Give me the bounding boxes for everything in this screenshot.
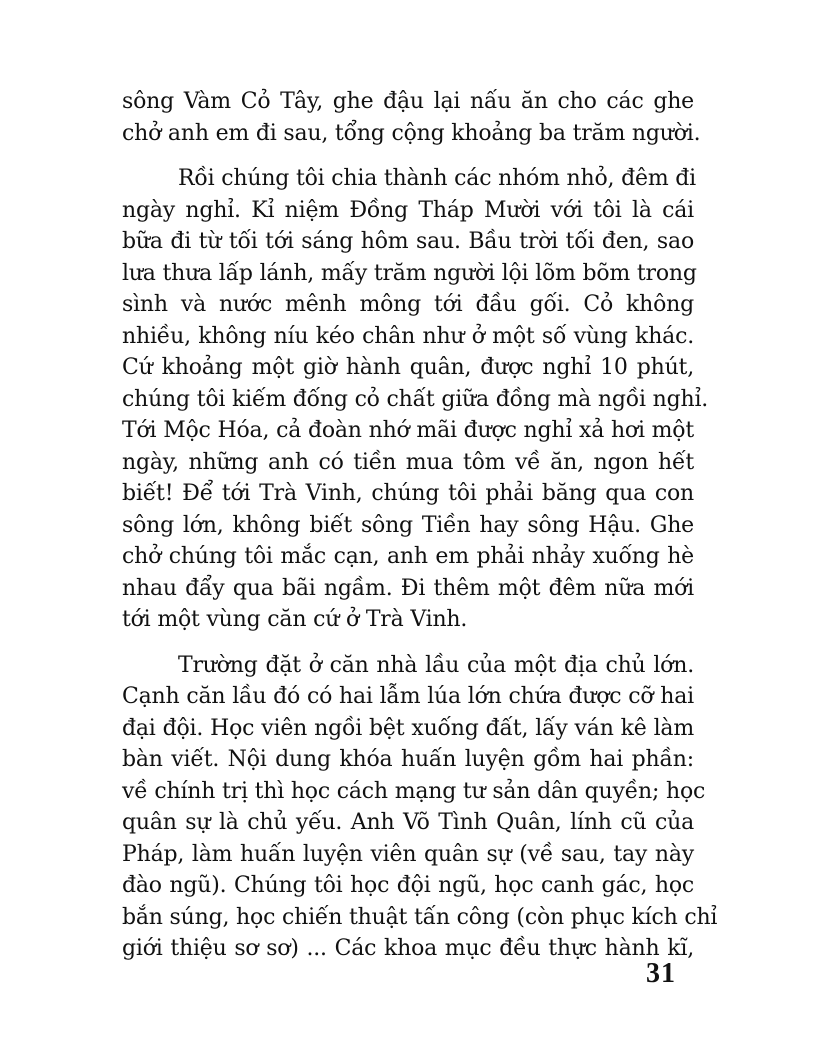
text-line: về chính trị thì học cách mạng tư sản dân quyền; học bbox=[122, 778, 706, 804]
text-line: Trường đặt ở căn nhà lầu của một địa chủ lớn. bbox=[178, 652, 694, 678]
text-line: Tới Mộc Hóa, cả đoàn nhớ mãi được nghỉ xả hơi một bbox=[122, 418, 694, 443]
text-line: ngày nghỉ. Kỉ niệm Đồng Tháp Mười với tôi là cái bbox=[122, 197, 694, 223]
page-number: 31 bbox=[646, 958, 676, 989]
text-line: quân sự là chủ yếu. Anh Võ Tình Quân, lính cũ của bbox=[122, 810, 694, 835]
text-line: bắn súng, học chiến thuật tấn công (còn phục kích chỉ bbox=[122, 904, 718, 930]
text-line: sông Vàm Cỏ Tây, ghe đậu lại nấu ăn cho các ghe bbox=[122, 89, 694, 114]
text-line: giới thiệu sơ sơ) ... Các khoa mục đều thực hành kĩ, bbox=[122, 936, 694, 961]
text-line: sình và nước mênh mông tới đầu gối. Cỏ không bbox=[122, 292, 694, 317]
text-line: biết! Để tới Trà Vinh, chúng tôi phải băng qua con bbox=[122, 481, 694, 506]
text-line: chở anh em đi sau, tổng cộng khoảng ba trăm người. bbox=[122, 120, 701, 146]
paragraph-1 bbox=[122, 86, 701, 149]
text-line: đại đội. Học viên ngồi bệt xuống đất, lấy ván kê làm bbox=[122, 715, 694, 741]
text-line: bàn viết. Nội dung khóa huấn luyện gồm hai phần: bbox=[122, 747, 694, 772]
text-line: Pháp, làm huấn luyện viên quân sự (về sau, tay này bbox=[122, 841, 694, 867]
text-line: sông lớn, không biết sông Tiền hay sông Hậu. Ghe bbox=[122, 512, 694, 538]
text-line: chúng tôi kiếm đống cỏ chất giữa đồng mà ngồi nghỉ. bbox=[122, 386, 709, 412]
paragraph-3 bbox=[122, 650, 718, 965]
text-line: lưa thưa lấp lánh, mấy trăm người lội lõm bõm trong bbox=[122, 260, 697, 286]
text-line: ngày, những anh có tiền mua tôm về ăn, ngon hết bbox=[122, 449, 694, 475]
text-line: chở chúng tôi mắc cạn, anh em phải nhảy xuống hè bbox=[122, 544, 694, 569]
page-body bbox=[122, 86, 718, 977]
text-line: Cạnh căn lầu đó có hai lẫm lúa lớn chứa được cỡ hai bbox=[122, 684, 694, 709]
paragraph-2 bbox=[122, 163, 709, 636]
text-line: nhau đẩy qua bãi ngầm. Đi thêm một đêm nữa mới bbox=[122, 575, 694, 601]
text-line: đào ngũ). Chúng tôi học đội ngũ, học canh gác, học bbox=[122, 873, 694, 898]
text-line: Cứ khoảng một giờ hành quân, được nghỉ 10 phút, bbox=[122, 355, 694, 380]
text-line: tới một vùng căn cứ ở Trà Vinh. bbox=[122, 607, 468, 632]
text-line: Rồi chúng tôi chia thành các nhóm nhỏ, đêm đi bbox=[178, 166, 697, 191]
text-line: bữa đi từ tối tới sáng hôm sau. Bầu trời tối đen, sao bbox=[122, 229, 694, 254]
text-line: nhiều, không níu kéo chân như ở một số vùng khác. bbox=[122, 323, 694, 349]
